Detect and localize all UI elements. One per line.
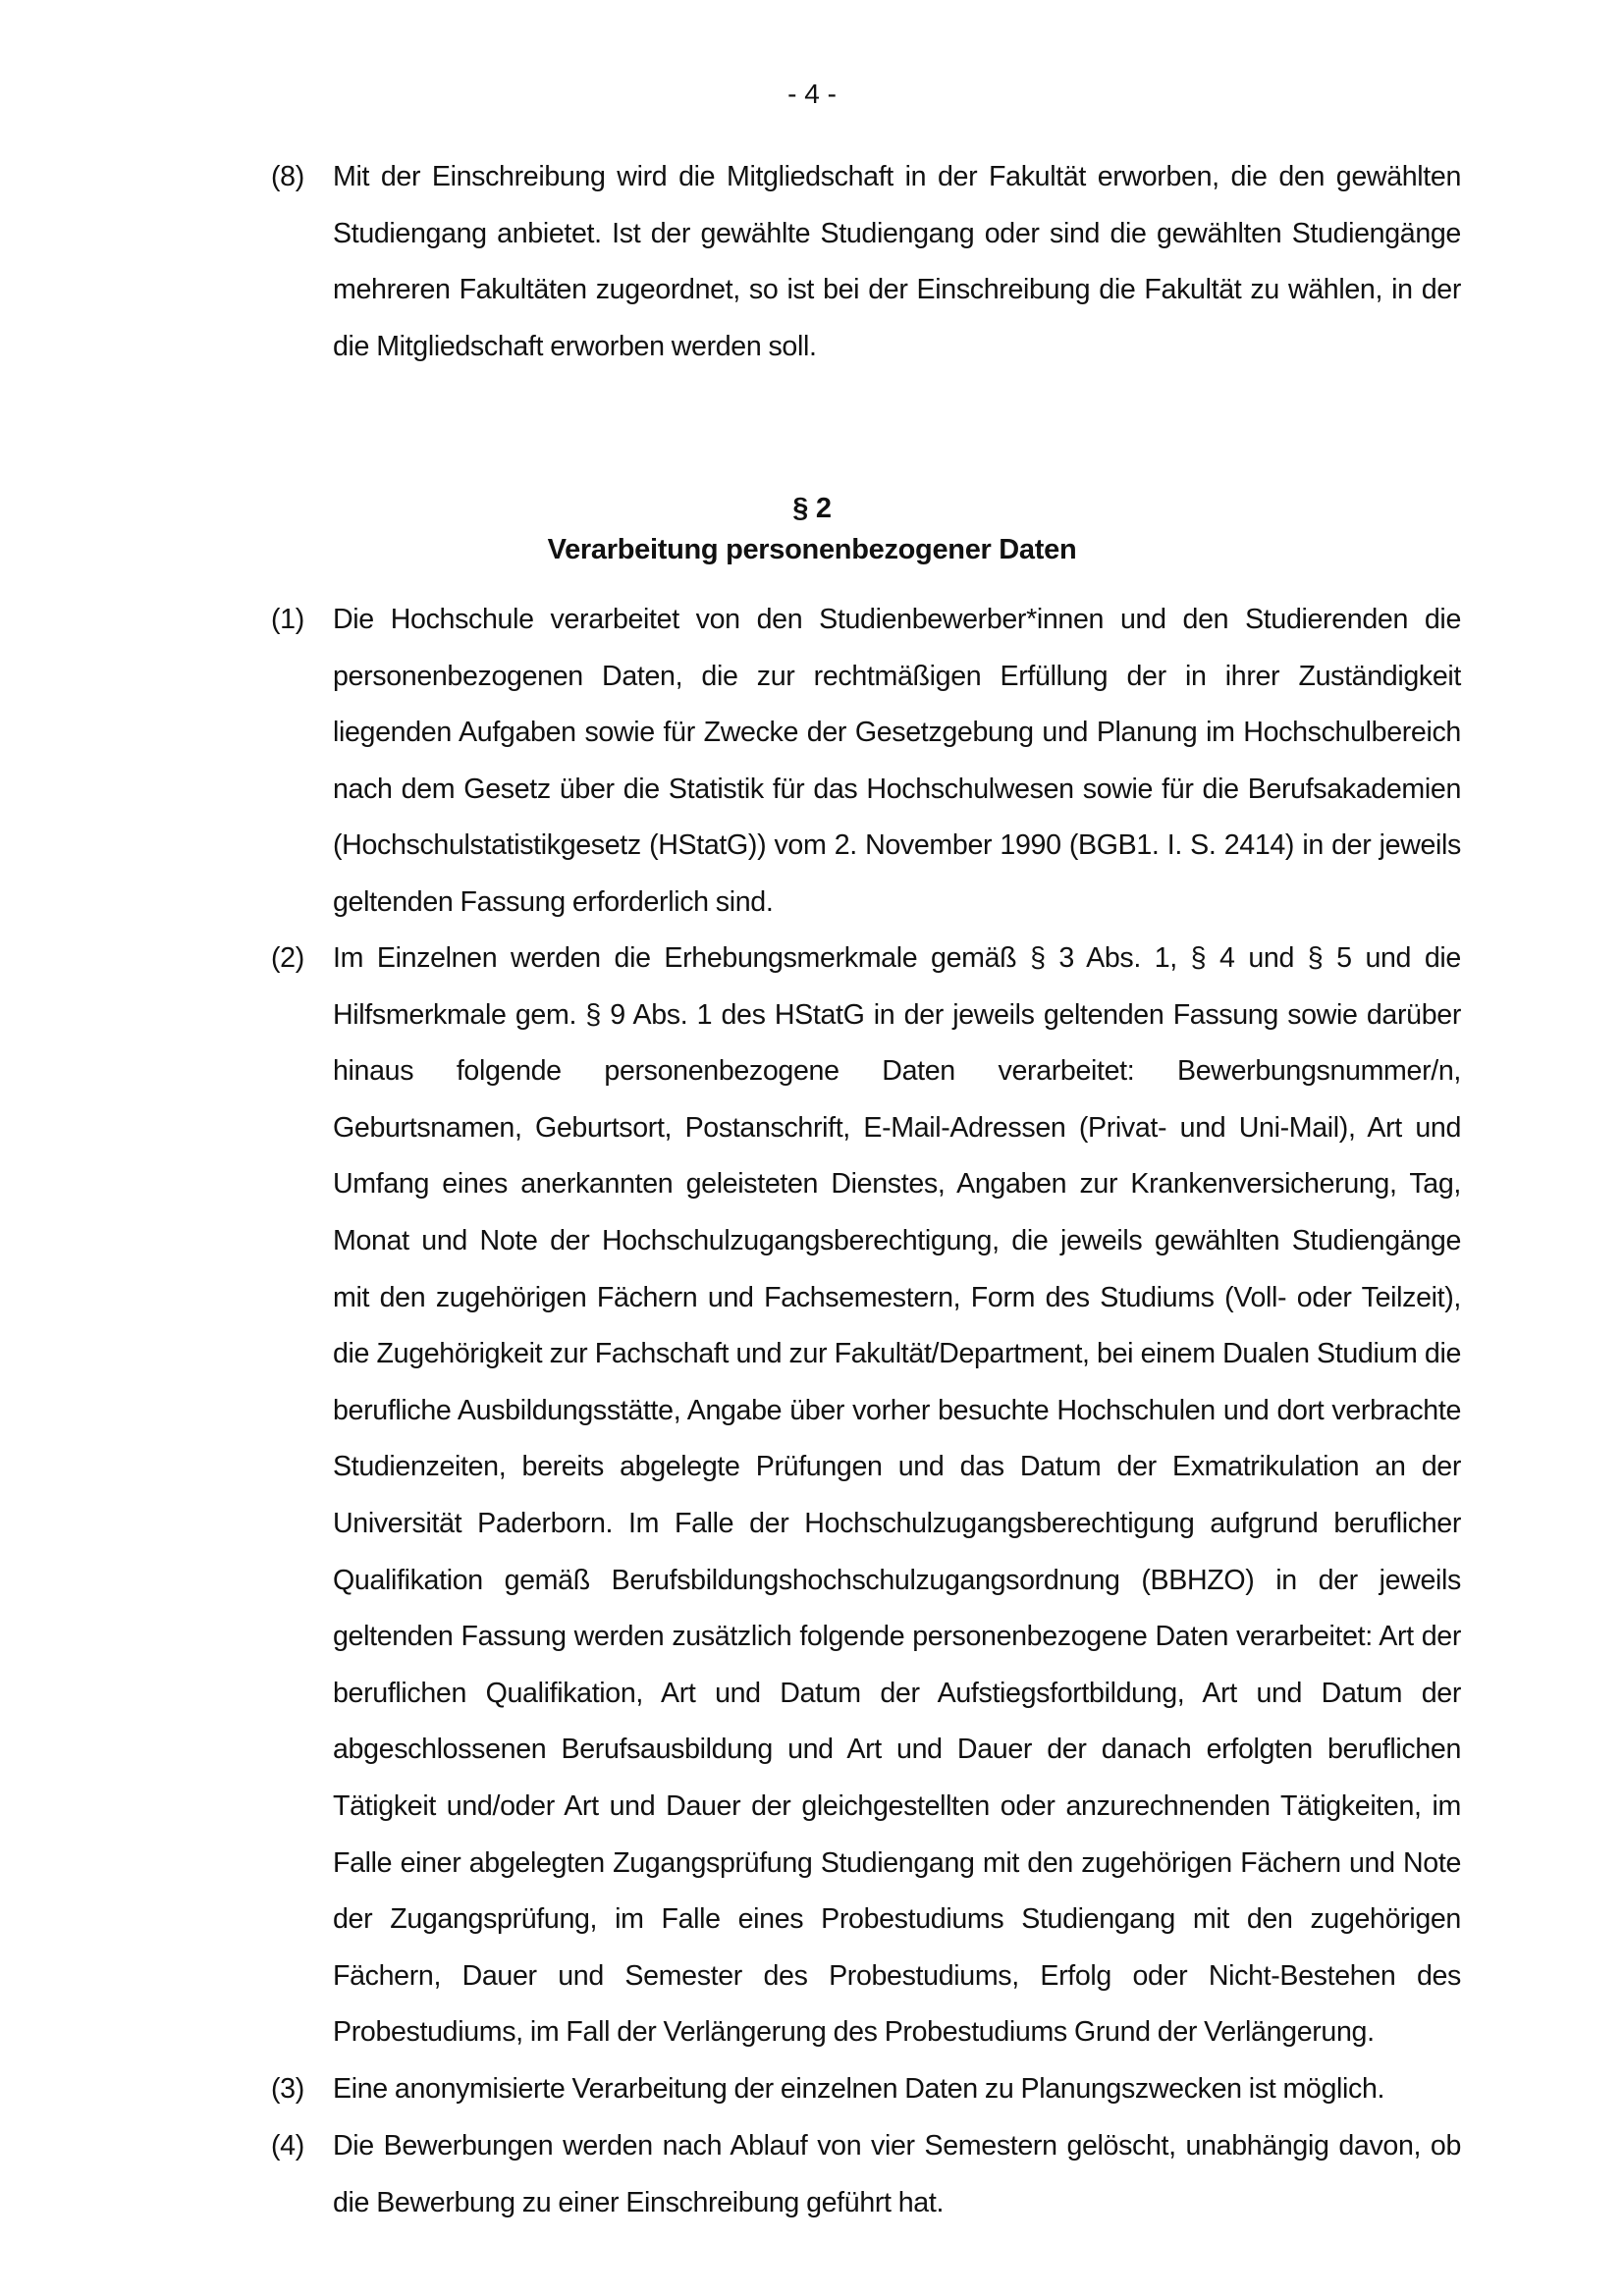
paragraph-text: Im Einzelnen werden die Erhebungsmerkmale gemäß § 3 Abs. 1, § 4 und § 5 und die Hilfsmerkmale gem. § 9 Abs. 1 des HStatG in der jeweils geltenden Fassung sowie darüber hinaus folgende personenbezogene Daten verarbeitet: Bewerbungsnummer/n, Geburtsnamen, Geburtsort, Postanschrift, E-Mail-Adressen (Privat- und Uni-Mail), Art und Umfang eines anerkannten geleisteten Dienstes, Angaben zur Krankenversicherung, Tag, Monat und Note der Hochschulzugangsberechtigung, die jeweils gewählten Studiengänge mit den zugehörigen Fächern und Fachsemestern, Form des Studiums (Voll- oder Teilzeit), die Zugehörigkeit zur Fachschaft und zur Fakultät/Department, bei einem Dualen Studium die berufliche Ausbildungsstätte, Angabe über vorher besuchte Hochschulen und dort verbrachte Studienzeiten, bereits abgelegte Prüfungen und das Datum der Exmatrikulation an der Universität Paderborn. Im Falle der Hochschulzugangsberechtigung aufgrund beruflicher Qualifikation gemäß Berufsbildungshochschulzugangsordnung (BBHZO) in der jeweils geltenden Fassung werden zusätzlich folgende personenbezogene Daten verarbeitet: Art der beruflichen Qualifikation, Art und Datum der Aufstiegsfortbildung, Art und Datum der abgeschlossenen Berufsausbildung und Art und Dauer der danach erfolgten beruflichen Tätigkeit und/oder Art und Dauer der gleichgestellten oder anzurechnenden Tätigkeiten, im Falle einer abgelegten Zugangsprüfung Studiengang mit den zugehörigen Fächern und Note der Zugangsprüfung, im Falle eines Probestudiums Studiengang mit den zugehörigen Fächern, Dauer und Semester des Probestudiums, Erfolg oder Nicht-Bestehen des Probestudiums, im Fall der Verlängerung des Probestudiums Grund der Verlängerung. [333, 942, 1461, 2049]
paragraph-text: Eine anonymisierte Verarbeitung der einzelnen Daten zu Planungszwecken ist möglich. [333, 2073, 1385, 2105]
paragraph-number: (3) [271, 2073, 304, 2105]
paragraph-text: Die Bewerbungen werden nach Ablauf von vier Semestern gelöscht, unabhängig davon, ob die Bewerbung zu einer Einschreibung geführt hat. [333, 2130, 1461, 2218]
section-number: § 2 [792, 493, 832, 524]
section-paragraph-2 [271, 931, 1461, 2061]
paragraph-8 [271, 149, 1461, 375]
section-paragraph-4 [271, 2118, 1461, 2231]
section-title: Verarbeitung personenbezogener Daten [547, 534, 1077, 565]
section-heading [0, 488, 1624, 570]
section-paragraph-3 [271, 2061, 1461, 2118]
paragraph-text: Die Hochschule verarbeitet von den Studienbewerber*innen und den Studierenden die personenbezogenen Daten, die zur rechtmäßigen Erfüllung der in ihrer Zuständigkeit liegenden Aufgaben sowie für Zwecke der Gesetzgebung und Planung im Hochschulbereich nach dem Gesetz über die Statistik für das Hochschulwesen sowie für die Berufsakademien (Hochschulstatistikgesetz (HStatG)) vom 2. November 1990 (BGB1. I. S. 2414) in der jeweils geltenden Fassung erforderlich sind. [333, 604, 1461, 918]
paragraph-number: (4) [271, 2130, 304, 2162]
paragraph-number: (2) [271, 942, 304, 974]
section-paragraph-1 [271, 592, 1461, 932]
paragraph-number: (1) [271, 604, 304, 635]
paragraph-number: (8) [271, 161, 304, 192]
page-number: - 4 - [787, 79, 837, 109]
paragraph-text: Mit der Einschreibung wird die Mitgliedschaft in der Fakultät erworben, die den gewählten Studiengang anbietet. Ist der gewählte Studiengang oder sind die gewählten Studiengänge mehreren Fakultäten zugeordnet, so ist bei der Einschreibung die Fakultät zu wählen, in der die Mitgliedschaft erworben werden soll. [333, 161, 1461, 362]
